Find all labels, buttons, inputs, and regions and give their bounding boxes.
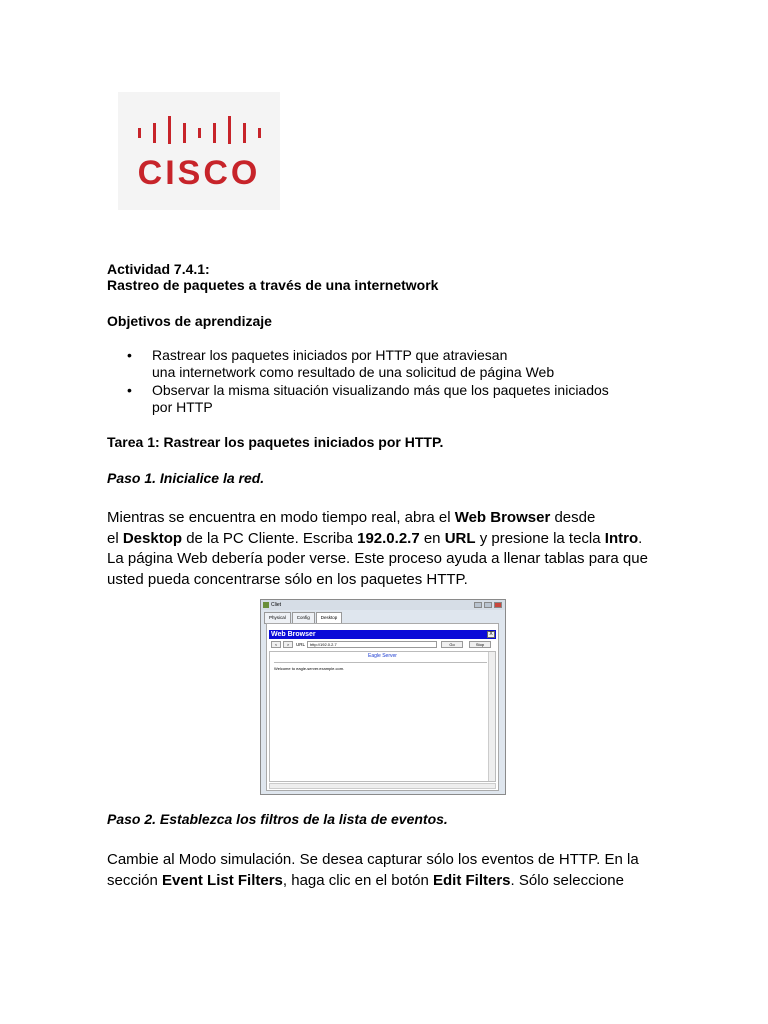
window-titlebar: Cliet [261, 600, 505, 610]
url-bar [269, 640, 496, 649]
cisco-wordmark: CISCO [137, 154, 261, 192]
horizontal-scrollbar [269, 783, 496, 789]
objectives-list [107, 347, 667, 416]
vertical-scrollbar [488, 652, 495, 781]
list-item: • Observar la misma situación visualizando más que los paquetes iniciados por HTTP [107, 382, 667, 416]
list-item: • Rastrear los paquetes iniciados por HTTP que atraviesan una internetwork como resultado de una solicitud de página Web [107, 347, 667, 381]
activity-heading [107, 261, 667, 293]
divider [274, 662, 487, 663]
back-button: < [271, 641, 281, 648]
go-button: Go [441, 641, 463, 648]
tab-physical: Physical [264, 612, 291, 624]
window-controls [474, 602, 502, 608]
stop-button: Stop [469, 641, 491, 648]
close-icon [494, 602, 502, 608]
activity-number: Actividad 7.4.1: [107, 261, 210, 277]
step2-paragraph: Cambie al Modo simulación. Se desea capturar sólo los eventos de HTTP. En la sección Event List Filters, haga clic en el botón Edit Filters. Sólo seleccione [107, 851, 639, 889]
task1-heading: Tarea 1: Rastrear los paquetes iniciados por HTTP. [107, 434, 444, 450]
forward-button: > [283, 641, 293, 648]
browser-content [269, 651, 496, 782]
step1-paragraph: Mientras se encuentra en modo tiempo real, abra el Web Browser desde el Desktop de la PC Cliente. Escriba 192.0.2.7 en URL y presione la tecla Intro. La página Web debería poder verse. Este proceso ayuda a llenar tablas para que usted pueda concentrarse sólo en los paquetes HTTP. [107, 509, 648, 588]
web-browser-screenshot [260, 599, 506, 795]
tab-config: Config [292, 612, 315, 624]
welcome-text: Welcome to eagle-server.example.com. [274, 666, 345, 671]
url-input: http://192.0.2.7 [307, 641, 437, 648]
step2-heading: Paso 2. Establezca los filtros de la lista de eventos. [107, 811, 448, 827]
cisco-logo [118, 92, 280, 210]
objectives-heading: Objetivos de aprendizaje [107, 313, 272, 329]
step1-heading: Paso 1. Inicialice la red. [107, 470, 265, 486]
app-icon [263, 602, 269, 608]
activity-title: Rastreo de paquetes a través de una internetwork [107, 277, 439, 293]
page-title: Eagle Server [368, 653, 397, 659]
url-label: URL [296, 642, 306, 647]
minimize-icon [474, 602, 482, 608]
browser-close-button: X [487, 631, 495, 638]
desktop-panel [266, 623, 499, 791]
tab-desktop: Desktop [316, 612, 343, 624]
maximize-icon [484, 602, 492, 608]
browser-title: Web Browser [269, 630, 496, 639]
cisco-bars-icon [136, 114, 266, 144]
